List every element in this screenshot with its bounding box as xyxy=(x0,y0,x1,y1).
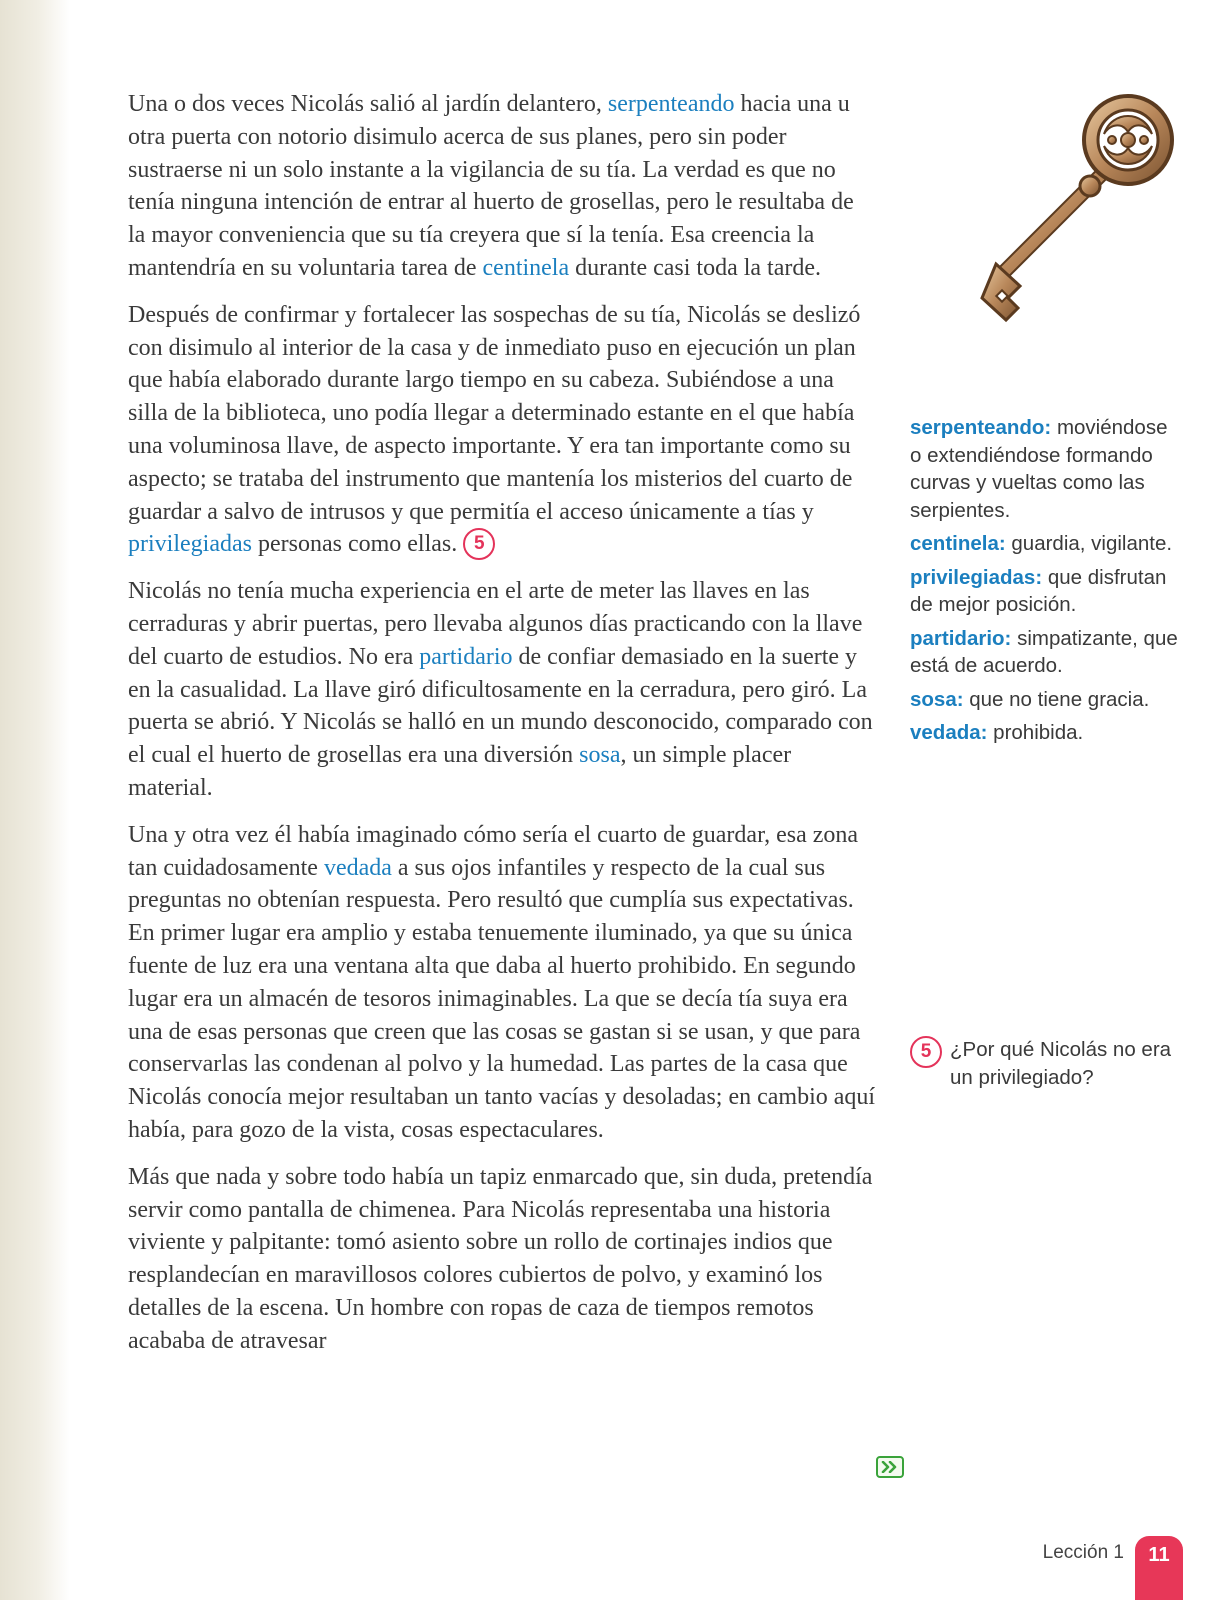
story-text-run: , un simple placer material. xyxy=(128,742,792,801)
story-paragraph xyxy=(128,88,876,285)
glossary-term: partidario: xyxy=(910,626,1012,650)
glossary-term: privilegiadas: xyxy=(910,565,1043,589)
glossary xyxy=(910,414,1180,753)
ornate-key-icon xyxy=(962,88,1176,324)
question-marker: 5 xyxy=(463,528,495,560)
glossary-definition: guardia, vigilante. xyxy=(1005,532,1173,555)
story-text-run: Después de confirmar y fortalecer las sospechas de su tía, Nicolás se deslizó con disimulo al interior de la casa y de inmediato puso en ejecución un plan que había elaborado durante largo tiempo en su cabeza. Subiéndose a una silla de la biblioteca, uno podía llegar a determinado estante en el que había una voluminosa llave, de aspecto importante. Y era tan importante como su aspecto; se trataba del instrumento que mantenía los misterios del cuarto de guardar a salvo de intrusos y que permitía el acceso únicamente a tías y xyxy=(128,301,861,525)
story-paragraph xyxy=(128,1161,876,1358)
glossary-entry xyxy=(910,564,1180,619)
page-number-badge: 11 xyxy=(1135,1536,1183,1600)
glossary-word-link[interactable]: centinela xyxy=(482,254,570,281)
story-text xyxy=(128,88,876,1371)
glossary-term: centinela: xyxy=(910,532,1006,555)
glossary-definition: que no tiene gracia. xyxy=(963,687,1150,711)
glossary-term: serpenteando: xyxy=(910,416,1052,439)
continue-next-page-button[interactable] xyxy=(876,1456,904,1478)
glossary-entry xyxy=(910,686,1180,714)
glossary-definition: que disfrutan de mejor posición. xyxy=(910,565,1167,616)
page-gutter-shadow xyxy=(0,0,70,1600)
story-text-run: de confiar demasiado en la suerte y en la casualidad. La llave giró dificultosamente en la cerradura, pero giró. La puerta se abrió. Y Nicolás se halló en un mundo desconocido, comparado con el cual el huerto de grosellas era una diversión xyxy=(128,643,873,769)
question-number-marker: 5 xyxy=(910,1036,942,1068)
story-paragraph xyxy=(128,299,876,561)
glossary-term: sosa: xyxy=(910,687,964,711)
story-paragraph xyxy=(128,575,876,805)
story-text-run: personas como ellas. xyxy=(251,531,458,558)
glossary-word-link[interactable]: serpenteando xyxy=(607,91,735,117)
double-chevron-right-icon xyxy=(881,1461,899,1473)
glossary-definition: moviéndose o extendiéndose formando curvas y vueltas como las serpientes. xyxy=(910,416,1168,522)
story-paragraph xyxy=(128,819,876,1147)
story-text-run: hacia una u otra puerta con notorio disimulo acerca de sus planes, pero sin poder sustraerse ni un solo instante a la vigilancia de su tía. La verdad es que no tenía ninguna intención de entrar al huerto de grosellas, pero le resultaba de la mayor conveniencia que su tía creyera que sí la tenía. Esa creencia la mantendría en su voluntaria tarea de xyxy=(128,91,854,281)
comprehension-question xyxy=(910,1036,1180,1092)
glossary-word-link[interactable]: privilegiadas xyxy=(128,531,252,558)
glossary-term: vedada: xyxy=(910,721,988,744)
glossary-entry xyxy=(910,625,1180,680)
glossary-entry xyxy=(910,414,1180,524)
glossary-definition: simpatizante, que está de acuerdo. xyxy=(910,626,1178,677)
glossary-definition: prohibida. xyxy=(987,721,1084,744)
glossary-word-link[interactable]: vedada xyxy=(323,854,392,881)
story-text-run: Más que nada y sobre todo había un tapiz enmarcado que, sin duda, pretendía servir como pantalla de chimenea. Para Nicolás representaba una historia viviente y palpitante: tomó asiento sobre un rollo de cortinajes indios que resplandecían en maravillosos colores cubiertos de polvo, y examinó los detalles de la escena. Un hombre con ropas de caza de tiempos remotos acababa de atravesar xyxy=(128,1163,873,1354)
glossary-word-link[interactable]: sosa xyxy=(579,742,621,769)
story-text-run: Una y otra vez él había imaginado cómo sería el cuarto de guardar, esa zona tan cuidadosamente xyxy=(128,821,859,881)
story-text-run: a sus ojos infantiles y respecto de la cual sus preguntas no obtenían respuesta. Pero resultó que cumplía sus expectativas. En primer lugar era amplio y estaba tenuemente iluminado, ya que su única fuente de luz era una ventana alta que daba al huerto prohibido. En segundo lugar era un almacén de tesoros inimaginables. La que se decía tía suya era una de esas personas que creen que las cosas se gastan si se usan, y que para conservarlas las condenan al polvo y la humedad. Las partes de la casa que Nicolás conocía mejor resultaban un tanto vacías y desoladas; en cambio aquí había, para gozo de la vista, cosas espectaculares. xyxy=(128,854,876,1143)
story-text-run: Nicolás no tenía mucha experiencia en el arte de meter las llaves en las cerraduras y abrir puertas, pero llevaba algunos días practicando con la llave del cuarto de estudios. No era xyxy=(128,578,863,670)
story-text-run: durante casi toda la tarde. xyxy=(569,254,822,281)
glossary-entry xyxy=(910,530,1180,558)
question-text: ¿Por qué Nicolás no era un privilegiado? xyxy=(950,1038,1172,1089)
lesson-label: Lección 1 xyxy=(1042,1542,1124,1563)
glossary-entry xyxy=(910,719,1180,747)
glossary-word-link[interactable]: partidario xyxy=(419,643,513,670)
story-text-run: Una o dos veces Nicolás salió al jardín delantero, xyxy=(128,91,608,117)
